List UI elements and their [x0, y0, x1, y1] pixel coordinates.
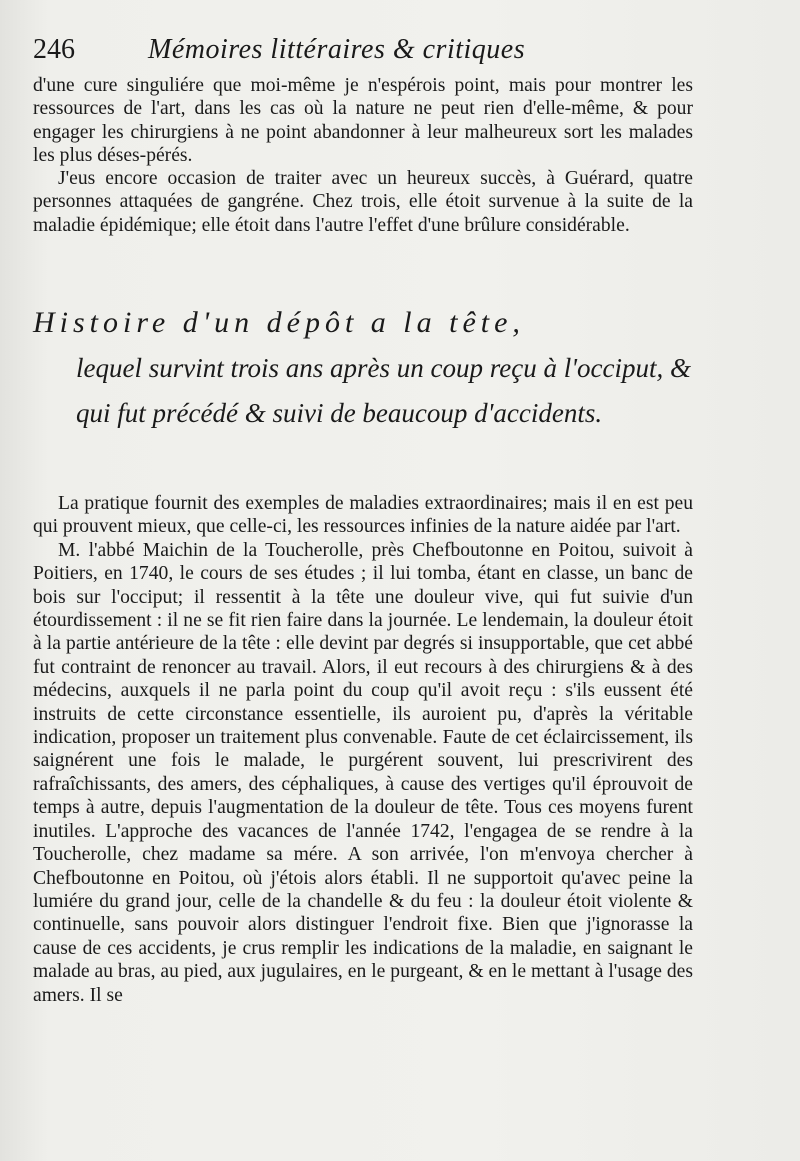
section-heading [33, 300, 698, 436]
paragraph: M. l'abbé Maichin de la Toucherolle, près Chefboutonne en Poitou, suivoit à Poitiers, en 1740, le cours de ses études ; il lui tomba, étant en classe, un banc de bois sur l'occiput; il ressentit à la tête une douleur vive, qui fut suivie d'un étourdissement : il ne se fit rien faire dans la journée. Le lendemain, la douleur étoit à la partie antérieure de la tête : elle devint par degrés si insupportable, que cet abbé fut contraint de renoncer au travail. Alors, il eut recours à des chirurgiens & à des médecins, auxquels il ne parla point du coup qu'il avoit reçu : s'ils eussent été instruits de cette circonstance essentielle, ils auroient pu, d'après la véritable indication, proposer un traitement plus convenable. Faute de cet éclaircissement, ils saignérent une fois le malade, le purgérent souvent, lui prescrivirent des rafraîchissants, des amers, des céphaliques, à cause des vertiges qu'il éprouvoit de temps à autre, depuis l'augmentation de la douleur de tête. Tous ces moyens furent inutiles. L'approche des vacances de l'année 1742, l'engagea de se rendre à la Toucherolle, chez madame sa mére. A son arrivée, l'on m'envoya chercher à Chefboutonne en Poitou, où j'étois alors établi. Il ne supportoit qu'avec peine la lumiére du grand jour, celle de la chandelle & du feu : la douleur étoit violente & continuelle, sans pouvoir alors distinguer l'endroit fixe. Bien que j'ignorasse la cause de ces accidents, je crus remplir les indications de la maladie, en saignant le malade au bras, au pied, aux jugulaires, en le purgeant, & en le mettant à l'usage des amers. Il se [33, 539, 693, 1006]
section-title: Histoire d'un dépôt a la tête, [33, 306, 525, 339]
section-subtitle: lequel survint trois ans après un coup reçu à l'occiput, & qui fut précédé & suivi de beaucoup d'accidents. [76, 353, 691, 428]
paragraph: La pratique fournit des exemples de maladies extraordinaires; mais il en est peu qui prouvent mieux, que celle-ci, les ressources infinies de la nature aidée par l'art. [33, 493, 693, 538]
page-number: 246 [33, 34, 75, 65]
running-title: Mémoires littéraires & critiques [148, 34, 526, 65]
body-text-top [33, 74, 693, 237]
body-text-bottom [33, 492, 693, 1007]
page-header [33, 30, 753, 74]
paragraph: d'une cure singuliére que moi-même je n'espérois point, mais pour montrer les ressources de l'art, dans les cas où la nature ne peut rien d'elle-même, & pour engager les chirurgiens à ne point abandonner à leur malheureux sort les malades les plus déses-pérés. [33, 75, 693, 166]
paragraph: J'eus encore occasion de traiter avec un heureux succès, à Guérard, quatre personnes attaquées de gangréne. Chez trois, elle étoit survenue à la suite de la maladie épidémique; elle étoit dans l'autre l'effet d'une brûlure considérable. [33, 168, 693, 236]
